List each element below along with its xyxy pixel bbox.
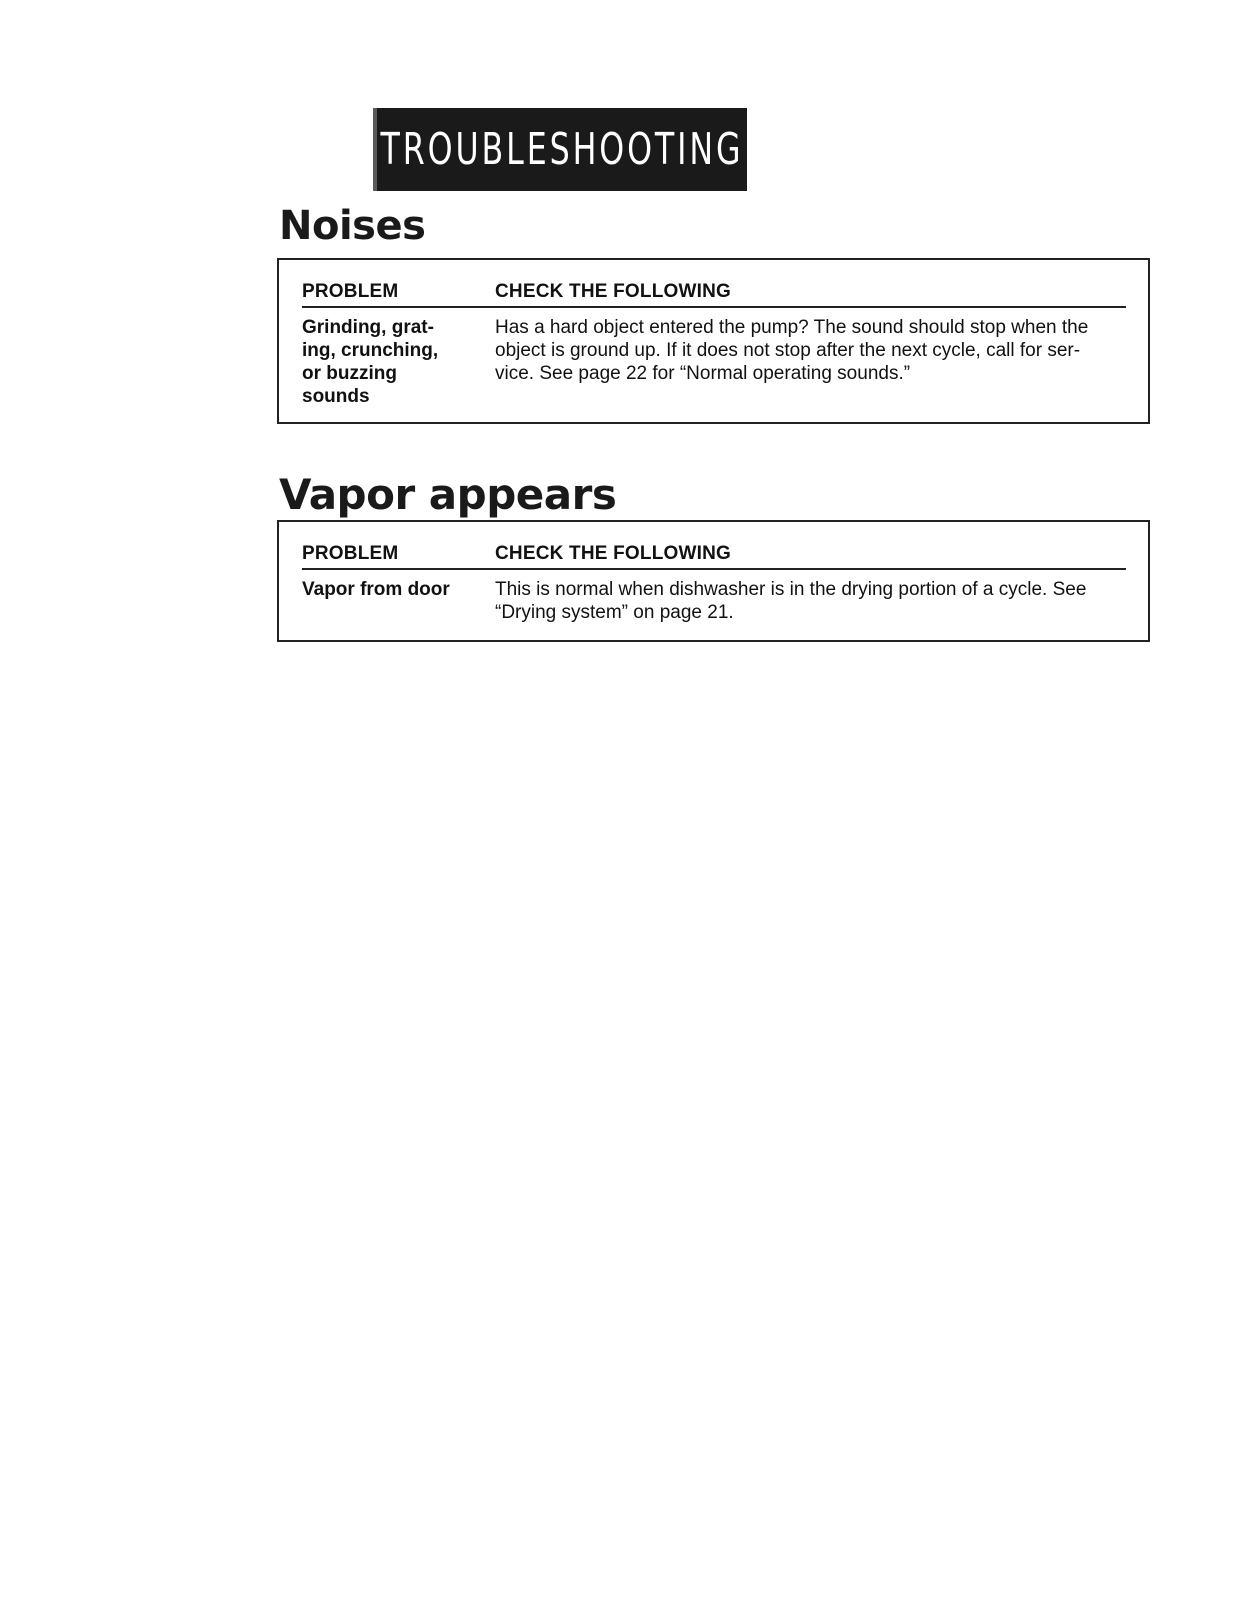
noises-table	[277, 258, 1150, 424]
check-cell	[495, 578, 1125, 624]
check-line: object is ground up. If it does not stop after the next cycle, call for ser-	[495, 340, 1081, 361]
problem-line: Grinding, grat-	[302, 317, 434, 338]
problem-column-header: PROBLEM	[302, 543, 399, 564]
banner-title: TROUBLESHOOTING	[380, 124, 744, 175]
problem-line: sounds	[302, 386, 370, 407]
vapor-appears-heading: Vapor appears	[279, 470, 617, 519]
header-divider	[302, 568, 1126, 570]
vapor-table	[277, 520, 1150, 642]
check-line: Has a hard object entered the pump? The sound should stop when the	[495, 317, 1089, 338]
check-line: This is normal when dishwasher is in the drying portion of a cycle. See	[495, 579, 1087, 600]
check-column-header: CHECK THE FOLLOWING	[495, 543, 732, 564]
check-cell	[495, 316, 1125, 385]
noises-heading: Noises	[279, 203, 426, 249]
problem-line: or buzzing	[302, 363, 397, 384]
check-line: “Drying system” on page 21.	[495, 602, 734, 623]
problem-cell	[302, 578, 482, 601]
problem-line: Vapor from door	[302, 579, 450, 600]
problem-cell	[302, 316, 482, 408]
check-line: vice. See page 22 for “Normal operating sounds.”	[495, 363, 911, 384]
check-column-header: CHECK THE FOLLOWING	[495, 281, 732, 302]
header-divider	[302, 306, 1126, 308]
problem-line: ing, crunching,	[302, 340, 439, 361]
section-banner	[373, 108, 747, 191]
problem-column-header: PROBLEM	[302, 281, 399, 302]
